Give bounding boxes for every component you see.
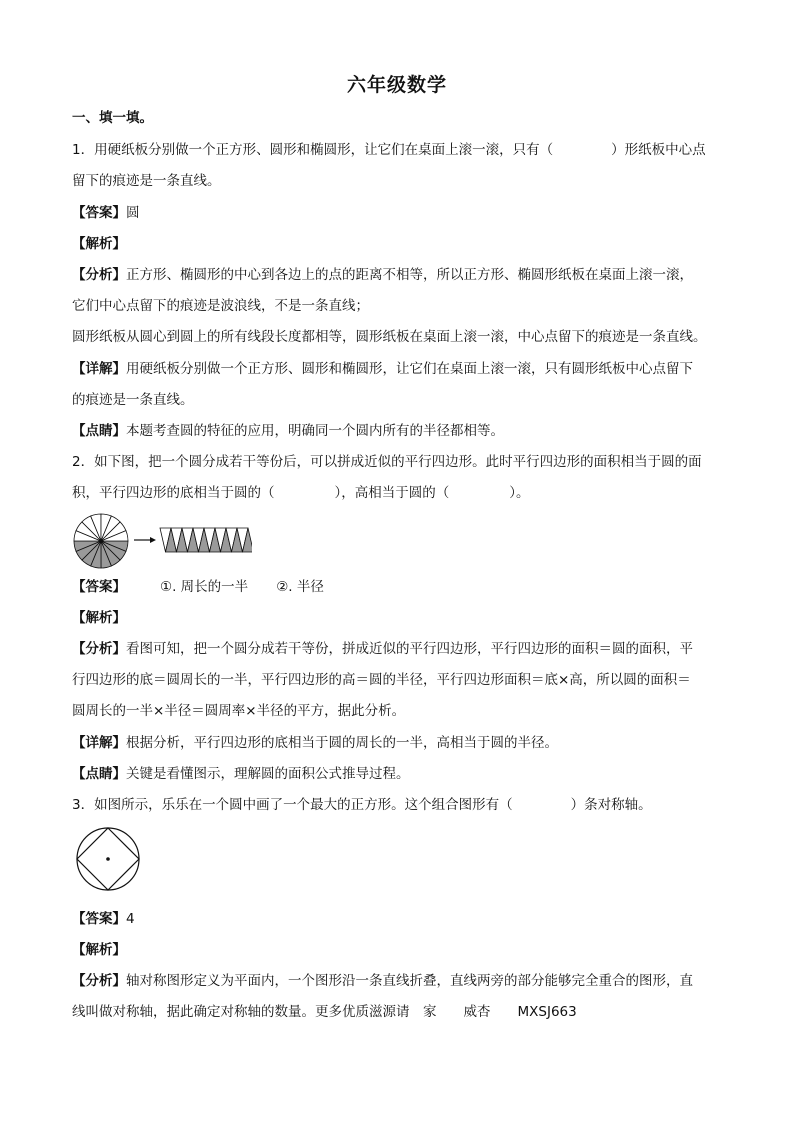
fenxi-tag: 【分析】: [72, 267, 126, 283]
xiangjie-text: 用硬纸板分别做一个正方形、圆形和椭圆形，让它们在桌面上滚一滚，只有圆形纸板中心点留下: [126, 361, 693, 377]
answer-value: 圆: [126, 205, 140, 221]
dianjing-text: 本题考查圆的特征的应用，明确同一个圆内所有的半径都相等。: [126, 423, 504, 439]
xiangjie-tag: 【详解】: [72, 735, 126, 751]
q2-stem-part-b: ），高相当于圆的（: [334, 485, 450, 501]
answer-value-1: ①. 周长的一半: [160, 579, 249, 595]
divided-circle: [74, 514, 128, 568]
section-heading: 一、填一填。: [72, 110, 153, 126]
q1-fenxi-line2: 它们中心点留下的痕迹是波浪线，不是一条直线；: [72, 298, 369, 314]
q3-fenxi-line1: [72, 971, 732, 991]
q2-fenxi-line1: [72, 639, 732, 659]
q3-stem: [72, 795, 732, 815]
fenxi-text: 正方形、椭圆形的中心到各边上的点的距离不相等，所以正方形、椭圆形纸板在桌面上滚一滚，: [126, 267, 693, 283]
q2-figure: [72, 512, 252, 570]
q1-jiexi-tag: 【解析】: [72, 236, 126, 252]
q3-figure: [74, 826, 144, 892]
dianjing-tag: 【点睛】: [72, 423, 126, 439]
page-title: 六年级数学: [346, 74, 447, 96]
q2-answer: [72, 577, 732, 597]
dianjing-text: 关键是看懂图示，理解圆的面积公式推导过程。: [126, 766, 410, 782]
q1-fenxi-line3: 圆形纸板从圆心到圆上的所有线段长度都相等，圆形纸板在桌面上滚一滚，中心点留下的痕迹是一条直线。: [72, 329, 707, 345]
q2-dianjing: [72, 764, 732, 784]
q1-answer: [72, 203, 732, 223]
fenxi-text: 看图可知，把一个圆分成若干等份，拼成近似的平行四边形，平行四边形的面积＝圆的面积，平: [126, 641, 693, 657]
q1-dianjing: [72, 421, 732, 441]
dianjing-tag: 【点睛】: [72, 766, 126, 782]
answer-tag: 【答案】: [72, 205, 126, 221]
q2-stem-line2: [72, 483, 732, 503]
answer-value: 4: [126, 911, 135, 927]
q1-fenxi-line1: [72, 265, 732, 285]
q3-fenxi-line2: 线叫做对称轴，据此确定对称轴的数量。更多优质滋源请 家 威杏 MXSJ663: [72, 1004, 577, 1020]
q3-stem-part-a: 3．如图所示，乐乐在一个圆中画了一个最大的正方形。这个组合图形有（: [72, 797, 513, 813]
fenxi-tag: 【分析】: [72, 973, 126, 989]
arrow-icon: [134, 537, 156, 543]
q1-stem-part-a: 1．用硬纸板分别做一个正方形、圆形和椭圆形，让它们在桌面上滚一滚，只有（: [72, 142, 554, 158]
q2-fenxi-line3: 圆周长的一半×半径＝圆周率×半径的平方，据此分析。: [72, 703, 406, 719]
q3-answer: [72, 909, 732, 929]
xiangjie-text: 根据分析，平行四边形的底相当于圆的周长的一半，高相当于圆的半径。: [126, 735, 558, 751]
approx-parallelogram: [160, 528, 252, 552]
q2-stem-part-a: 积，平行四边形的底相当于圆的（: [72, 485, 275, 501]
q2-stem-line1: 2．如下图，把一个圆分成若干等份后，可以拼成近似的平行四边形。此时平行四边形的面积相当于圆的面: [72, 454, 702, 470]
q1-stem-line1: [72, 140, 732, 160]
q2-jiexi-tag: 【解析】: [72, 610, 126, 626]
q1-stem-line2: 留下的痕迹是一条直线。: [72, 173, 221, 189]
q1-xiangjie-line2: 的痕迹是一条直线。: [72, 392, 194, 408]
center-dot: [106, 857, 110, 861]
q2-xiangjie: [72, 733, 732, 753]
q3-jiexi-tag: 【解析】: [72, 942, 126, 958]
q1-stem-part-b: ）形纸板中心点: [611, 142, 706, 158]
answer-tag: 【答案】: [72, 579, 126, 595]
fenxi-text: 轴对称图形定义为平面内，一个图形沿一条直线折叠，直线两旁的部分能够完全重合的图形，直: [126, 973, 693, 989]
q2-fenxi-line2: 行四边形的底＝圆周长的一半，平行四边形的高＝圆的半径，平行四边形面积＝底×高，所以圆的面积＝: [72, 672, 691, 688]
fenxi-tag: 【分析】: [72, 641, 126, 657]
q1-xiangjie-line1: [72, 359, 732, 379]
xiangjie-tag: 【详解】: [72, 361, 126, 377]
q3-stem-part-b: ）条对称轴。: [570, 797, 652, 813]
answer-value-2: ②. 半径: [276, 579, 324, 595]
answer-tag: 【答案】: [72, 911, 126, 927]
q2-stem-part-c: ）。: [509, 485, 530, 501]
